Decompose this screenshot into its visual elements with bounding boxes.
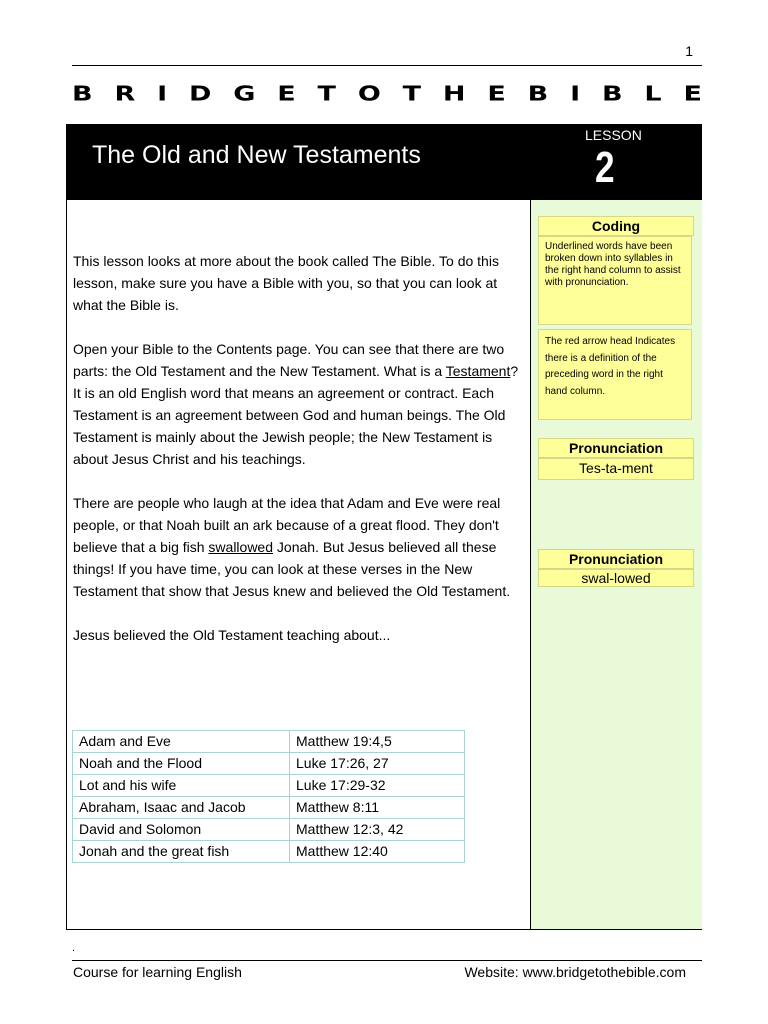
brand-letter: B (601, 82, 623, 106)
underlined-word-swallowed: swallowed (208, 539, 274, 555)
table-row (73, 797, 465, 819)
table-row (73, 731, 465, 753)
brand-letter: D (188, 82, 212, 106)
topic-cell: David and Solomon (73, 819, 290, 841)
table-row (73, 819, 465, 841)
pronunciation-title-1: Pronunciation (538, 438, 694, 458)
brand-letter: B (527, 82, 549, 106)
pronunciation-title-2: Pronunciation (538, 549, 694, 569)
brand-letter: L (644, 82, 662, 106)
lesson-title: The Old and New Testaments (92, 141, 421, 169)
table-row (73, 841, 465, 863)
brand-letter: T (317, 82, 336, 106)
footer-course: Course for learning English (73, 964, 242, 980)
lesson-header (67, 125, 701, 200)
sidebar (530, 200, 702, 929)
brand-letter: G (233, 82, 256, 106)
topic-cell: Jonah and the great fish (73, 841, 290, 863)
pronunciation-value-1: Tes-ta-ment (538, 458, 694, 480)
paragraph-beliefs-text-2: Jonah. But Jesus believed all these things! If you have time, you can look at these verses in the New Testament that show that Jesus knew and believed the Old Testament. (73, 539, 511, 599)
brand-letter: O (357, 82, 381, 106)
paragraph-testament (73, 338, 525, 470)
paragraph-table-intro: Jesus believed the Old Testament teaching about... (73, 627, 391, 643)
paragraph-beliefs-text-1: There are people who laugh at the idea that Adam and Eve were real people, or that Noah built an ark because of a great flood. They don't believe that a big fish (73, 495, 501, 555)
lesson-label: LESSON (585, 127, 642, 143)
reference-cell: Matthew 19:4,5 (290, 731, 465, 753)
brand-letter: R (114, 82, 136, 106)
top-rule (72, 65, 702, 66)
topic-cell: Noah and the Flood (73, 753, 290, 775)
footer-website: Website: www.bridgetothebible.com (464, 964, 686, 980)
reference-cell: Luke 17:29-32 (290, 775, 465, 797)
topic-cell: Abraham, Isaac and Jacob (73, 797, 290, 819)
brand-letter: B (72, 82, 93, 106)
brand-letter: E (683, 82, 702, 106)
brand-letter: I (570, 82, 581, 106)
reference-cell: Luke 17:26, 27 (290, 753, 465, 775)
footer-dot: . (72, 942, 76, 954)
underlined-word-testament: Testament (445, 363, 511, 379)
page-number: 1 (685, 43, 693, 59)
brand-letter: E (487, 82, 506, 106)
brand-letter: E (277, 82, 296, 106)
lesson-number: 2 (595, 143, 615, 192)
brand-title (72, 82, 702, 106)
paragraph-testament-text-2: ? It is an old English word that means an agreement or contract. Each Testament is an agreement between God and human beings. The Old Testament is mainly about the Jewish people; the New Testament is about Jesus Christ and his teachings. (73, 363, 519, 467)
paragraph-testament-text-1: Open your Bible to the Contents page. You can see that there are two parts: the Old Testament and the New Testament. What is a (73, 341, 505, 379)
references-table (72, 730, 465, 863)
topic-cell: Lot and his wife (73, 775, 290, 797)
brand-letter: H (442, 82, 466, 106)
reference-cell: Matthew 12:40 (290, 841, 465, 863)
brand-letter: I (157, 82, 168, 106)
brand-letter: T (402, 82, 422, 106)
coding-note-underline: Underlined words have been broken down into syllables in the right hand column to assist with pronunciation. (538, 236, 692, 325)
table-row (73, 775, 465, 797)
coding-note-arrow: The red arrow head Indicates there is a definition of the preceding word in the right hand column. (538, 329, 692, 420)
table-row (73, 753, 465, 775)
lesson-content (73, 250, 525, 668)
pronunciation-value-2: swal-lowed (538, 569, 694, 587)
reference-cell: Matthew 12:3, 42 (290, 819, 465, 841)
reference-cell: Matthew 8:11 (290, 797, 465, 819)
paragraph-beliefs (73, 492, 525, 602)
bottom-rule (72, 960, 702, 961)
topic-cell: Adam and Eve (73, 731, 290, 753)
paragraph-intro: This lesson looks at more about the book called The Bible. To do this lesson, make sure you have a Bible with you, so that you can look at what the Bible is. (73, 253, 499, 313)
coding-title: Coding (538, 216, 694, 236)
